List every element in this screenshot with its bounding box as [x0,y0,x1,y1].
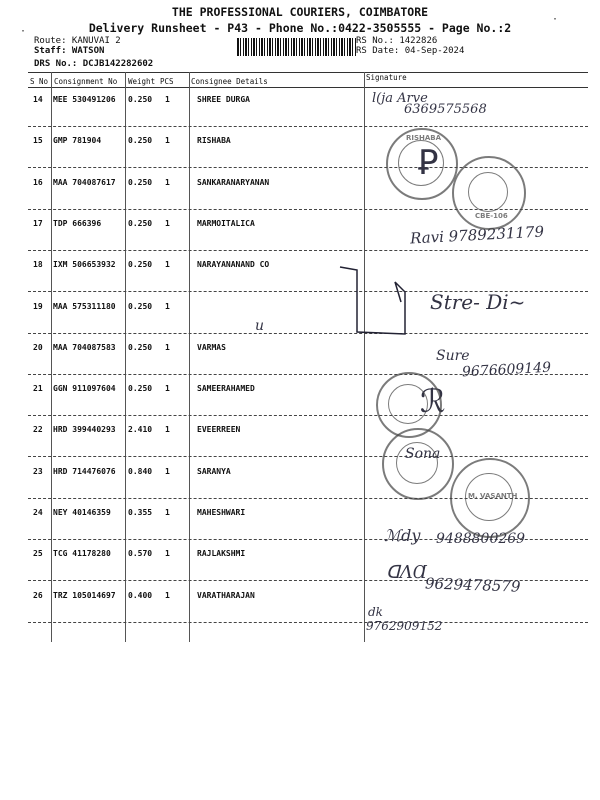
handwritten-phone: 9488800269 [436,531,526,547]
row-pcs: 1 [165,384,170,394]
rs-number: RS No.: 1422826 [356,36,438,46]
row-sno: 24 [33,508,43,517]
row-consignee: VARMAS [197,342,226,352]
col-pcs: PCS [160,77,174,86]
row-consignment-no: MAA 704087617 [53,177,116,187]
handwritten-signature: ᗡɅⱭ [386,562,427,583]
row-pcs: 1 [165,177,170,187]
handwritten-phone: 6369575568 [404,102,487,117]
company-stamp: CBE-106 [452,156,526,230]
row-sno: 21 [33,384,43,394]
header-top-rule [28,72,588,73]
row-divider [28,456,588,457]
row-weight: 0.250 [128,177,153,187]
handwritten-signature: ℳdy [384,526,421,545]
row-consignment-no: MEE 530491206 [53,95,116,104]
col-divider [364,72,365,642]
handwritten-signature: l(ja Arve [372,91,428,106]
corner-dot-right: · [552,14,559,25]
row-pcs: 1 [165,342,170,352]
row-consignee: SARANYA [197,466,231,476]
row-weight: 0.250 [128,95,153,104]
row-weight: 0.570 [128,549,153,559]
col-divider [125,72,126,642]
handwritten-signature: ℛ [420,382,446,420]
row-consignee: VARATHARAJAN [197,590,255,600]
row-sno: 23 [33,466,43,476]
row-pcs: 1 [165,136,170,146]
row-pcs: 1 [165,218,170,228]
row-consignment-no: NEY 40146359 [53,508,111,517]
runsheet-title: Delivery Runsheet - P43 - Phone No.:0422-3505555 - Page No.:2 [88,21,512,35]
row-weight: 0.355 [128,508,153,517]
staff-label: Staff: WATSON [34,46,105,56]
row-consignee: EVEERREEN [197,425,241,435]
col-weight: Weight [128,77,156,86]
row-weight: 0.840 [128,466,153,476]
col-divider [51,72,52,642]
row-consignment-no: TDP 666396 [53,218,102,228]
row-weight: 0.250 [128,384,153,394]
row-consignment-no: TCG 41178280 [53,549,111,559]
row-consignment-no: GGN 911097604 [53,384,116,394]
row-sno: 15 [33,136,43,146]
header-bottom-rule [28,87,588,88]
row-consignment-no: TRZ 105014697 [53,590,116,600]
row-weight: 0.250 [128,301,153,311]
handwritten-phone: Ravi 9789231179 [409,222,545,248]
row-consignment-no: MAA 704087583 [53,342,116,352]
row-divider [28,622,588,623]
row-divider [28,333,588,334]
row-consignee: SANKARANARYANAN [197,177,270,187]
row-pcs: 1 [165,260,170,270]
row-pcs: 1 [165,95,170,104]
corner-dot: · [20,26,27,37]
handwritten-signature: Ꝑ [418,143,439,183]
col-divider [189,72,190,642]
row-weight: 0.250 [128,136,153,146]
row-sno: 18 [33,260,43,270]
rs-date: RS Date: 04-Sep-2024 [356,46,465,56]
row-consignment-no: IXM 506653932 [53,260,116,270]
row-consignment-no: GMP 781904 [53,136,102,146]
handwritten-signature: dk [368,605,383,619]
row-consignment-no: HRD 714476076 [53,466,116,476]
row-consignee: MAHESHWARI [197,508,246,517]
row-consignee: NARAYANANAND CO [197,260,270,270]
row-consignee: SHREE DURGA [197,95,250,104]
row-pcs: 1 [165,425,170,435]
row-pcs: 1 [165,301,170,311]
row-consignee: RAJLAKSHMI [197,549,246,559]
row-consignee: SAMEERAHAMED [197,384,255,394]
row-divider [28,250,588,251]
company-title: THE PROFESSIONAL COURIERS, COIMBATORE [171,5,429,19]
row-sno: 20 [33,342,43,352]
row-weight: 0.250 [128,342,153,352]
row-pcs: 1 [165,508,170,517]
handwritten-phone: 9676609149 [461,359,552,381]
row-divider [28,126,588,127]
route-label: Route: KANUVAI 2 [34,36,121,46]
handwritten-signature: Sona [405,446,441,462]
row-consignee: RISHABA [197,136,231,146]
row-weight: 0.400 [128,590,153,600]
row-consignee: MARMOITALICA [197,218,255,228]
barcode [237,38,357,56]
row-sno: 19 [33,301,43,311]
row-pcs: 1 [165,466,170,476]
company-stamp: RISHABA [386,128,458,200]
company-stamp: M. VASANTH [450,458,530,538]
handwritten-scribble [335,262,410,342]
row-weight: 2.410 [128,425,153,435]
company-stamp [382,428,454,500]
col-consignee: Consignee Details [191,77,268,86]
handwritten-mark: u [255,318,265,334]
row-consignment-no: MAA 575311180 [53,301,116,311]
row-sno: 17 [33,218,43,228]
row-weight: 0.250 [128,218,153,228]
col-consignment: Consignment No [54,77,118,86]
row-sno: 22 [33,425,43,435]
row-sno: 26 [33,590,43,600]
row-sno: 25 [33,549,43,559]
handwritten-phone: 9762909152 [366,619,443,633]
col-sno: S No [30,77,49,86]
row-consignment-no: HRD 399440293 [53,425,116,435]
col-signature: Signature [366,73,407,82]
handwritten-signature: Sure [436,348,470,364]
row-sno: 14 [33,95,43,104]
row-weight: 0.250 [128,260,153,270]
row-divider [28,415,588,416]
row-pcs: 1 [165,549,170,559]
drs-number: DRS No.: DCJB142282602 [34,59,154,69]
row-pcs: 1 [165,590,170,600]
handwritten-signature: Stre- Di~ [430,290,526,314]
handwritten-phone: 9629478579 [424,574,521,596]
row-sno: 16 [33,177,43,187]
